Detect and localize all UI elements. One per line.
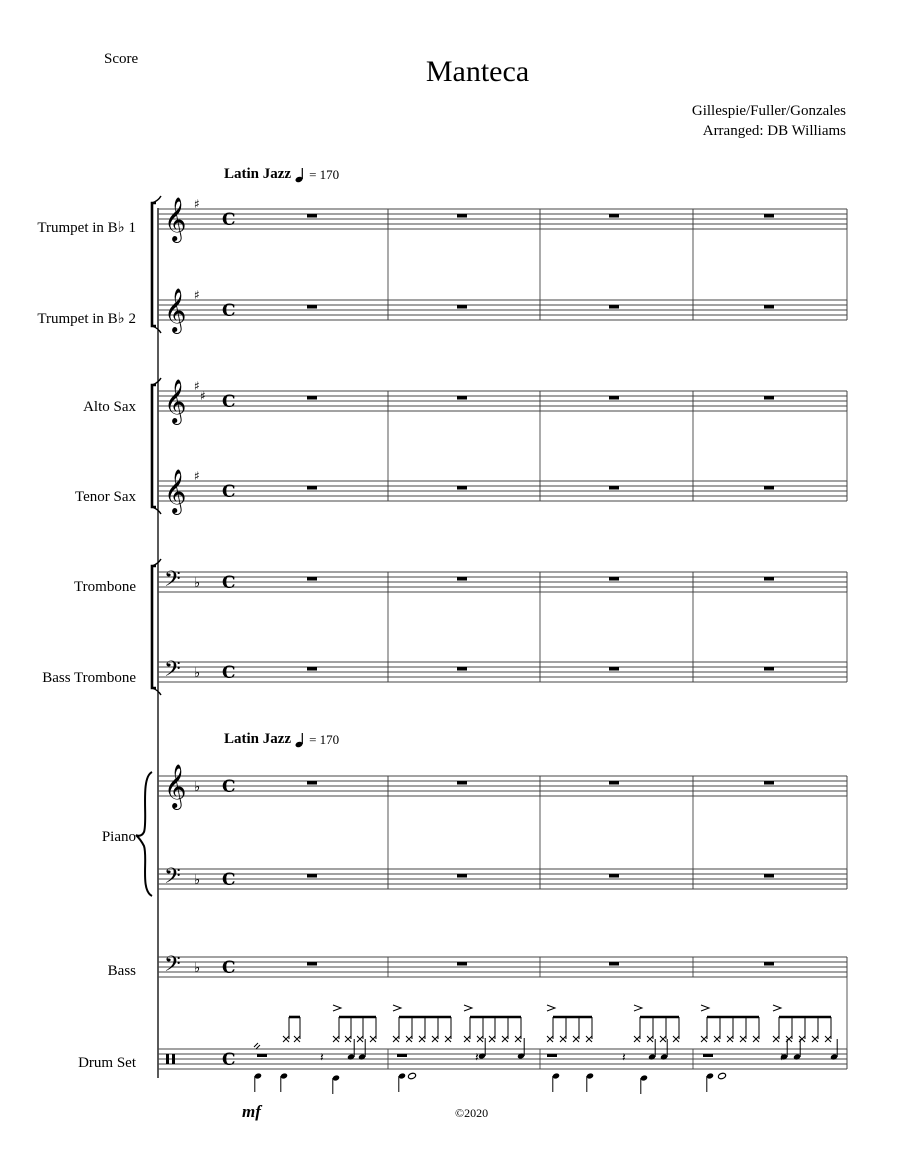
instrument-label-trumpet-1: Trumpet in B♭ 1: [37, 220, 136, 236]
common-time-icon: C: [222, 777, 236, 797]
common-time-icon: C: [222, 1050, 236, 1070]
saxes-bracket-hook: [152, 507, 161, 514]
whole-rest: [457, 781, 467, 785]
piano-brace: [136, 772, 152, 896]
whole-rest: [457, 962, 467, 966]
tempo-text: Latin Jazz: [224, 166, 292, 182]
whole-rest: [609, 667, 619, 671]
cymbal-note-head: [647, 1036, 653, 1042]
quarter-rest: 𝄽: [320, 1050, 324, 1064]
whole-rest: [764, 305, 774, 309]
whole-rest: [307, 577, 317, 581]
cymbal-note-head: [333, 1036, 339, 1042]
whole-rest: [457, 305, 467, 309]
common-time-icon: C: [222, 482, 236, 502]
cymbal-note-head: [727, 1036, 733, 1042]
quarter-rest: 𝄽: [780, 1050, 784, 1064]
whole-rest: [764, 781, 774, 785]
instrument-label-tenor-sax: Tenor Sax: [74, 489, 136, 505]
whole-rest: [457, 874, 467, 878]
whole-rest: [307, 874, 317, 878]
cymbal-note-head: [560, 1036, 566, 1042]
tempo-value: = 170: [309, 166, 340, 182]
whole-rest: [609, 874, 619, 878]
whole-rest: [764, 396, 774, 400]
instrument-label-alto-sax: Alto Sax: [83, 399, 136, 415]
whole-rest: [764, 214, 774, 218]
accent-mark: [547, 1005, 555, 1011]
cymbal-note-head: [825, 1036, 831, 1042]
bass-clef-icon: 𝄢: [164, 567, 181, 597]
whole-rest: [307, 486, 317, 490]
cymbal-note-head: [701, 1036, 707, 1042]
percussion-clef-icon: [166, 1054, 169, 1064]
trumpets-bracket: [152, 203, 156, 326]
instrument-label-trombone: Trombone: [74, 579, 136, 595]
whole-rest: [609, 305, 619, 309]
whole-rest: [307, 214, 317, 218]
cymbal-note-head: [393, 1036, 399, 1042]
half-note: [408, 1072, 417, 1079]
whole-rest: [609, 486, 619, 490]
sharp-icon: ♯: [194, 288, 200, 302]
page-title: Manteca: [425, 55, 530, 88]
accent-mark: [634, 1005, 642, 1011]
whole-rest: [457, 667, 467, 671]
treble-clef-icon: 𝄞: [164, 197, 187, 241]
cymbal-note-head: [445, 1036, 451, 1042]
treble-clef-icon: 𝄞: [164, 469, 187, 513]
whole-rest: [764, 874, 774, 878]
whole-rest: [609, 962, 619, 966]
composers-credit: Gillespie/Fuller/Gonzales: [691, 103, 846, 119]
cymbal-note-head: [370, 1036, 376, 1042]
whole-rest: [307, 667, 317, 671]
accent-mark: [464, 1005, 472, 1011]
trumpets-bracket-hook: [152, 326, 161, 333]
half-rest: [547, 1054, 557, 1057]
trombones-bracket-hook: [152, 559, 161, 566]
instrument-label-bass: Bass: [107, 963, 136, 979]
trumpets-bracket-hook: [152, 196, 161, 203]
quarter-rest: 𝄽: [475, 1050, 479, 1064]
cymbal-note-head: [419, 1036, 425, 1042]
saxes-bracket: [152, 385, 156, 507]
whole-rest: [307, 781, 317, 785]
tempo-value: = 170: [309, 731, 340, 747]
treble-clef-icon: 𝄞: [164, 764, 187, 808]
bass-clef-icon: 𝄢: [164, 864, 181, 894]
cymbal-note-head: [515, 1036, 521, 1042]
accent-mark: [701, 1005, 709, 1011]
whole-rest: [457, 214, 467, 218]
cymbal-note-head: [673, 1036, 679, 1042]
cymbal-note-head: [432, 1036, 438, 1042]
half-rest: [397, 1054, 407, 1057]
cymbal-note-head: [294, 1036, 300, 1042]
common-time-icon: C: [222, 210, 236, 230]
sharp-icon: ♯: [194, 469, 200, 483]
flat-icon: ♭: [194, 666, 201, 681]
cymbal-note-head: [714, 1036, 720, 1042]
cymbal-note-head: [660, 1036, 666, 1042]
common-time-icon: C: [222, 392, 236, 412]
cymbal-note-head: [773, 1036, 779, 1042]
whole-rest: [609, 577, 619, 581]
saxes-bracket-hook: [152, 378, 161, 385]
cymbal-note-head: [489, 1036, 495, 1042]
cymbal-note-head: [502, 1036, 508, 1042]
whole-rest: [764, 962, 774, 966]
cymbal-note-head: [634, 1036, 640, 1042]
bass-clef-icon: 𝄢: [164, 657, 181, 687]
half-rest: [703, 1054, 713, 1057]
treble-clef-icon: 𝄞: [164, 379, 187, 423]
whole-rest: [307, 962, 317, 966]
accent-mark: [773, 1005, 781, 1011]
open-hihat-icon: [254, 1043, 260, 1049]
whole-rest: [764, 577, 774, 581]
whole-rest: [764, 486, 774, 490]
cymbal-note-head: [547, 1036, 553, 1042]
instrument-label-trumpet-2: Trumpet in B♭ 2: [37, 311, 136, 327]
trombones-bracket-hook: [152, 688, 161, 695]
cymbal-note-head: [345, 1036, 351, 1042]
cymbal-note-head: [586, 1036, 592, 1042]
cymbal-note-head: [357, 1036, 363, 1042]
whole-rest: [609, 396, 619, 400]
common-time-icon: C: [222, 870, 236, 890]
half-note: [718, 1072, 727, 1079]
tempo-text: Latin Jazz: [224, 731, 292, 747]
sharp-icon: ♯: [194, 197, 200, 211]
instrument-label-bass-trombone: Bass Trombone: [42, 670, 136, 686]
cymbal-note-head: [464, 1036, 470, 1042]
quarter-rest: 𝄽: [622, 1050, 626, 1064]
instrument-label-piano: Piano: [101, 829, 136, 845]
flat-icon: ♭: [194, 780, 201, 795]
cymbal-note-head: [477, 1036, 483, 1042]
accent-mark: [333, 1005, 341, 1011]
trombones-bracket: [152, 566, 156, 688]
whole-rest: [457, 486, 467, 490]
percussion-clef-icon: [172, 1054, 175, 1064]
cymbal-note-head: [406, 1036, 412, 1042]
instrument-label-drum-set: Drum Set: [78, 1055, 136, 1071]
whole-rest: [764, 667, 774, 671]
whole-rest: [609, 781, 619, 785]
common-time-icon: C: [222, 958, 236, 978]
flat-icon: ♭: [194, 576, 201, 591]
sharp-icon: ♯: [200, 389, 206, 403]
whole-rest: [609, 214, 619, 218]
copyright: ©2020: [455, 1106, 489, 1120]
cymbal-note-head: [573, 1036, 579, 1042]
cymbal-note-head: [283, 1036, 289, 1042]
common-time-icon: C: [222, 301, 236, 321]
whole-rest: [457, 577, 467, 581]
common-time-icon: C: [222, 573, 236, 593]
cymbal-note-head: [753, 1036, 759, 1042]
whole-rest: [457, 396, 467, 400]
whole-rest: [307, 396, 317, 400]
half-rest: [257, 1054, 267, 1057]
cymbal-note-head: [812, 1036, 818, 1042]
bass-clef-icon: 𝄢: [164, 952, 181, 982]
flat-icon: ♭: [194, 961, 201, 976]
arranger-credit: Arranged: DB Williams: [702, 123, 846, 139]
dynamic-marking: mf: [242, 1102, 261, 1121]
common-time-icon: C: [222, 663, 236, 683]
treble-clef-icon: 𝄞: [164, 288, 187, 332]
whole-rest: [307, 305, 317, 309]
score-label: Score: [104, 51, 139, 67]
accent-mark: [393, 1005, 401, 1011]
flat-icon: ♭: [194, 873, 201, 888]
cymbal-note-head: [740, 1036, 746, 1042]
sharp-icon: ♯: [194, 379, 200, 393]
